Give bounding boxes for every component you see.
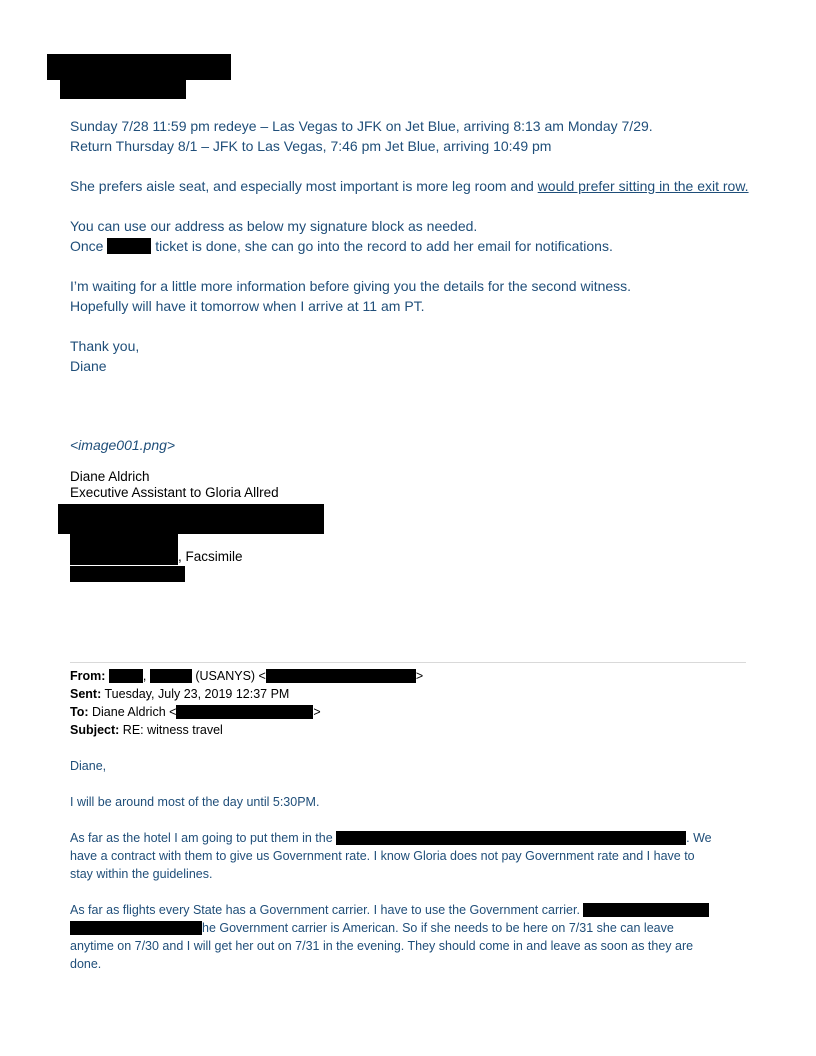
redaction-inline	[70, 921, 202, 935]
facsimile-label: , Facsimile	[178, 549, 243, 564]
signature-title: Executive Assistant to Gloria Allred	[70, 485, 279, 500]
redaction-block	[70, 534, 178, 550]
closing-name: Diane	[70, 358, 107, 374]
redaction-block	[70, 566, 185, 582]
signature-block	[70, 469, 279, 501]
availability-line: I will be around most of the day until 5:30PM.	[70, 795, 320, 809]
forwarded-header	[70, 667, 746, 739]
from-line: From: , (USANYS) < >	[70, 669, 424, 683]
forwarded-body	[70, 757, 760, 973]
redaction-inline	[266, 669, 416, 683]
subject-line: Subject: RE: witness travel	[70, 723, 223, 737]
arrival-note: Hopefully will have it tomorrow when I arrive at 11 am PT.	[70, 298, 425, 314]
email-body	[70, 116, 760, 376]
redaction-inline	[107, 238, 151, 254]
image-placeholder: <image001.png>	[70, 437, 176, 453]
redaction-block	[70, 550, 178, 565]
redaction-inline	[583, 903, 709, 917]
redaction-inline	[150, 669, 192, 683]
seat-preference: She prefers aisle seat, and especially most important is more leg room and would prefer sitting in the exit row.	[70, 178, 749, 194]
signature-name: Diane Aldrich	[70, 469, 150, 484]
redaction-block	[60, 78, 186, 99]
redaction-block	[58, 504, 324, 534]
address-note: You can use our address as below my signature block as needed.	[70, 218, 478, 234]
hotel-line-2: have a contract with them to give us Government rate. I know Gloria does not pay Government rate and I have to	[70, 849, 695, 863]
flights-line-2: he Government carrier is American. So if she needs to be here on 7/31 she can leave	[70, 919, 760, 937]
hotel-line-3: stay within the guidelines.	[70, 867, 213, 881]
sent-line: Sent: Tuesday, July 23, 2019 12:37 PM	[70, 687, 290, 701]
hotel-line-1: As far as the hotel I am going to put them in the . We	[70, 831, 712, 845]
flights-line-4: done.	[70, 957, 102, 971]
ticket-note: Once ticket is done, she can go into the record to add her email for notifications.	[70, 238, 613, 254]
header-divider	[70, 662, 746, 663]
flight-line-outbound: Sunday 7/28 11:59 pm redeye – Las Vegas to JFK on Jet Blue, arriving 8:13 am Monday 7/29.	[70, 118, 653, 134]
flights-line-3: anytime on 7/30 and I will get her out on 7/31 in the evening. They should come in and leave as soon as they are	[70, 939, 694, 953]
redaction-inline	[109, 669, 143, 683]
redaction-block	[47, 54, 231, 80]
redaction-inline	[336, 831, 686, 845]
to-line: To: Diane Aldrich < >	[70, 705, 321, 719]
closing-thanks: Thank you,	[70, 338, 140, 354]
forwarded-greeting: Diane,	[70, 759, 107, 773]
flights-line-1: As far as flights every State has a Government carrier. I have to use the Government carrier.	[70, 901, 760, 919]
redaction-inline	[176, 705, 313, 719]
waiting-note: I’m waiting for a little more information before giving you the details for the second witness.	[70, 278, 632, 294]
flight-line-return: Return Thursday 8/1 – JFK to Las Vegas, 7:46 pm Jet Blue, arriving 10:49 pm	[70, 138, 552, 154]
exit-row-preference: would prefer sitting in the exit row.	[537, 178, 749, 194]
